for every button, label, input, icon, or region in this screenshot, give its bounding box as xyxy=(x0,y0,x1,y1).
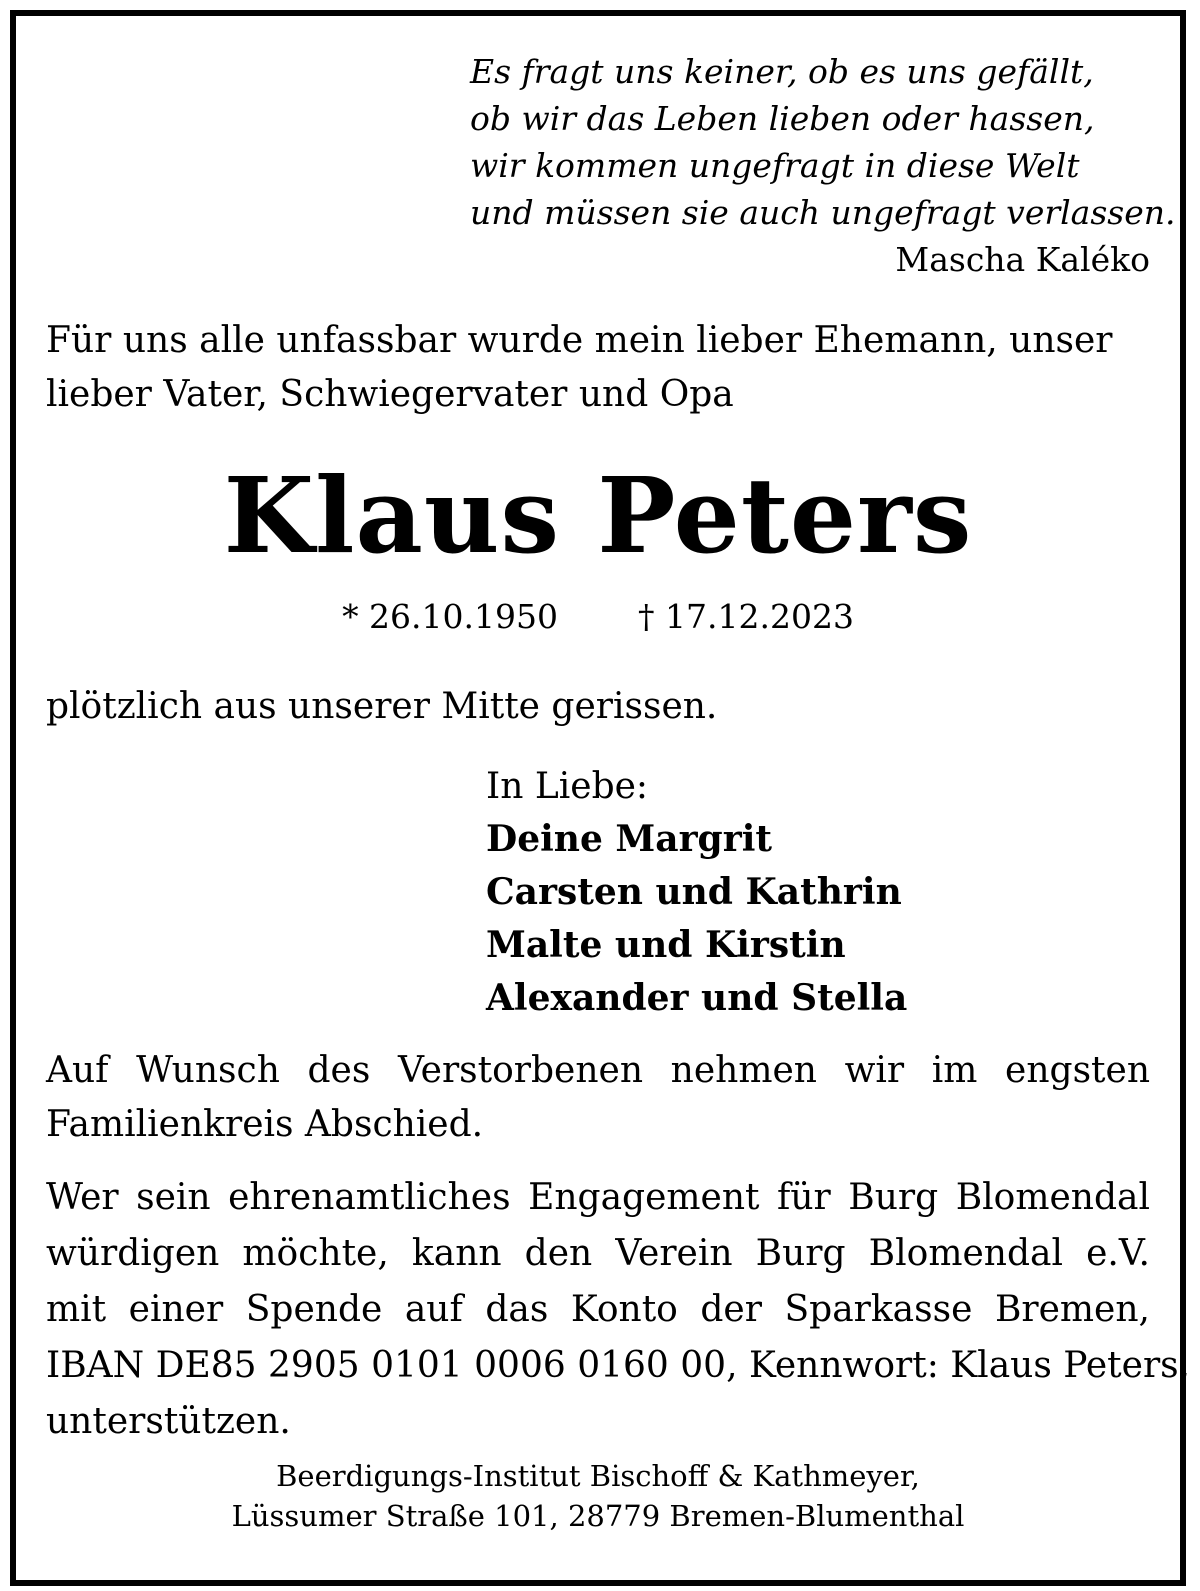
farewell-line: Familienkreis Abschied. xyxy=(46,1104,484,1145)
quote-line: wir kommen ungefragt in diese Welt xyxy=(470,146,1080,185)
funeral-home-line: Beerdigungs-Institut Bischoff & Kathmeyer, xyxy=(276,1459,920,1493)
funeral-home xyxy=(46,1456,1150,1536)
deceased-name: Klaus Peters xyxy=(223,454,973,577)
donation-line: IBAN DE85 2905 0101 0006 0160 00, Kennwort: Klaus Peters, xyxy=(46,1345,1191,1386)
notice-content xyxy=(46,16,1191,1580)
donation-line: Wer sein ehrenamtliches Engagement für Burg Blomendal xyxy=(46,1177,1150,1218)
family-signature xyxy=(486,760,907,1025)
intro-line: Für uns alle unfassbar wurde mein lieber Ehemann, unser xyxy=(46,320,1113,361)
funeral-home-line: Lüssumer Straße 101, 28779 Bremen-Blumenthal xyxy=(231,1499,965,1533)
poem-quote xyxy=(470,48,1176,236)
quote-line: Es fragt uns keiner, ob es uns gefällt, xyxy=(470,52,1094,91)
family-member: Deine Margrit xyxy=(486,818,772,860)
death-date: † 17.12.2023 xyxy=(638,597,854,636)
donation-line: würdigen möchte, kann den Verein Burg Blomendal e.V. xyxy=(46,1233,1150,1274)
quote-author: Mascha Kaléko xyxy=(895,240,1150,279)
family-member: Carsten und Kathrin xyxy=(486,871,902,913)
obituary-notice xyxy=(10,10,1191,1586)
family-member: Alexander und Stella xyxy=(486,977,908,1019)
family-intro: In Liebe: xyxy=(486,766,649,807)
donation-line: unterstützen. xyxy=(46,1401,291,1442)
donation-line: mit einer Spende auf das Konto der Sparkasse Bremen, xyxy=(46,1289,1150,1330)
birth-date: * 26.10.1950 xyxy=(342,597,558,636)
quote-line: und müssen sie auch ungefragt verlassen. xyxy=(470,193,1176,232)
farewell-line: Auf Wunsch des Verstorbenen nehmen wir im engsten xyxy=(46,1050,1150,1091)
donation-text xyxy=(46,1170,1191,1450)
intro-text xyxy=(46,314,1150,422)
life-dates xyxy=(46,594,1150,640)
farewell-text xyxy=(46,1044,1150,1152)
torn-text: plötzlich aus unserer Mitte gerissen. xyxy=(46,686,718,727)
quote-line: ob wir das Leben lieben oder hassen, xyxy=(470,99,1095,138)
family-member: Malte und Kirstin xyxy=(486,924,846,966)
intro-line: lieber Vater, Schwiegervater und Opa xyxy=(46,374,734,415)
